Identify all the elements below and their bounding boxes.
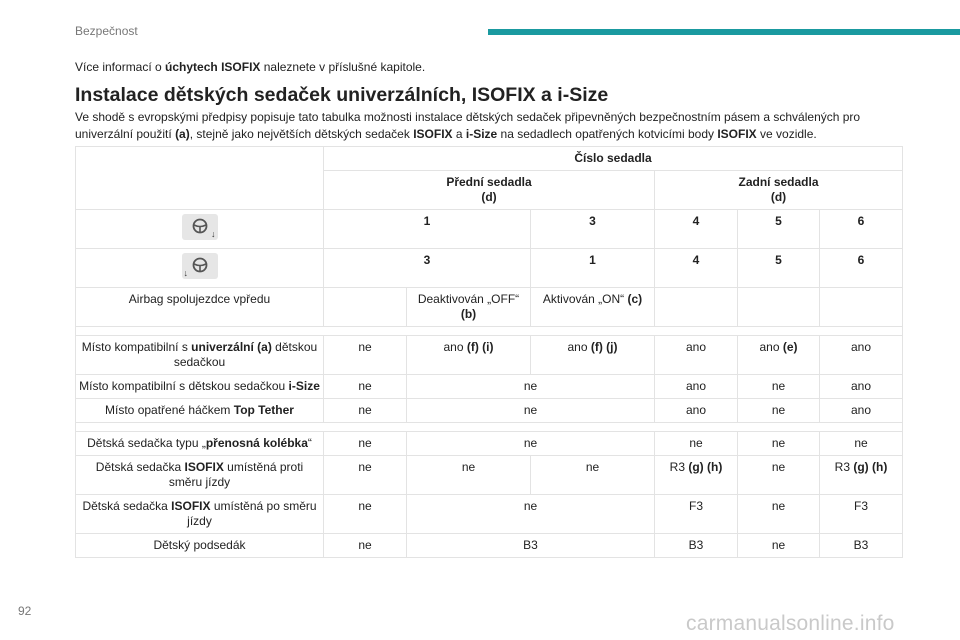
description: Ve shodě s evropskými předpisy popisuje tato tabulka možnosti instalace dětských sedaček připevněných bezpečnostním pásem a schválených pro univerzální použití (a), stejně jako největších dětských sedaček ISOFIX a i-Size na sedadlech opatřených kotvicími body ISOFIX ve vozidle.: [75, 110, 861, 141]
table-row-isize: [76, 375, 903, 399]
spacer-cell: [76, 423, 903, 432]
value-cell: ne: [324, 432, 407, 456]
child-seat-table: [75, 146, 903, 558]
table-row-booster: [76, 534, 903, 558]
seat-number-cell: 1: [531, 249, 655, 288]
value-cell: ne: [738, 456, 820, 495]
seat-number-cell: 5: [738, 249, 820, 288]
isize-label: Místo kompatibilní s dětskou sedačkou i-Size: [76, 375, 324, 399]
seat-number-cell: 3: [531, 210, 655, 249]
value-cell: R3 (g) (h): [820, 456, 903, 495]
airbag-on-cell: Aktivován „ON“ (c): [531, 288, 655, 327]
value-cell: F3: [820, 495, 903, 534]
spacer-row: [76, 327, 903, 336]
table-row-toptether: [76, 399, 903, 423]
value-cell: ano (f) (j): [531, 336, 655, 375]
value-cell: ano: [820, 399, 903, 423]
value-cell: ne: [820, 432, 903, 456]
seat-number-cell: 4: [655, 210, 738, 249]
value-cell: ne: [324, 399, 407, 423]
value-cell: ne: [738, 534, 820, 558]
seat-number-cell: 1: [324, 210, 531, 249]
value-cell: ne: [407, 399, 655, 423]
universal-label: Místo kompatibilní s univerzální (a) dětskou sedačkou: [76, 336, 324, 375]
steering-wheel-icon: ↓: [182, 214, 218, 240]
value-cell: ne: [407, 375, 655, 399]
seat-number-cell: 3: [324, 249, 531, 288]
value-cell: B3: [655, 534, 738, 558]
header-accent-bar: [488, 29, 960, 35]
table-row: [76, 210, 903, 249]
value-cell: ano: [655, 399, 738, 423]
page-number: 92: [18, 604, 32, 618]
empty-cell: [324, 288, 407, 327]
booster-label: Dětský podsedák: [76, 534, 324, 558]
value-cell: ne: [738, 432, 820, 456]
value-cell: B3: [820, 534, 903, 558]
value-cell: F3: [655, 495, 738, 534]
value-cell: ne: [324, 495, 407, 534]
seat-number-cell: 6: [820, 210, 903, 249]
rear-seats-header: Zadní sedadla (d): [655, 171, 903, 210]
table-row: [76, 249, 903, 288]
value-cell: ne: [738, 375, 820, 399]
front-seats-header: Přední sedadla (d): [324, 171, 655, 210]
value-cell: ne: [324, 456, 407, 495]
empty-header-cell: [76, 147, 324, 210]
seat-number-cell: 4: [655, 249, 738, 288]
rearfacing-label: Dětská sedačka ISOFIX umístěná proti směru jízdy: [76, 456, 324, 495]
table-row-carrycot: [76, 432, 903, 456]
empty-cell: [655, 288, 738, 327]
value-cell: ne: [407, 432, 655, 456]
value-cell: B3: [407, 534, 655, 558]
value-cell: ano (e): [738, 336, 820, 375]
airbag-off-cell: Deaktivován „OFF“ (b): [407, 288, 531, 327]
value-cell: ne: [324, 336, 407, 375]
table-row-universal: [76, 336, 903, 375]
toptether-label: Místo opatřené háčkem Top Tether: [76, 399, 324, 423]
seat-position-cell: [76, 210, 324, 249]
forwardfacing-label: Dětská sedačka ISOFIX umístěná po směru jízdy: [76, 495, 324, 534]
value-cell: ne: [655, 432, 738, 456]
value-cell: ne: [738, 495, 820, 534]
value-cell: ne: [324, 534, 407, 558]
seat-number-cell: 5: [738, 210, 820, 249]
seat-number-cell: 6: [820, 249, 903, 288]
spacer-cell: [76, 327, 903, 336]
value-cell: ne: [407, 456, 531, 495]
value-cell: ano: [655, 336, 738, 375]
table-row-forwardfacing: [76, 495, 903, 534]
value-cell: ano: [820, 336, 903, 375]
value-cell: ano: [820, 375, 903, 399]
seat-position-cell: [76, 249, 324, 288]
watermark: carmanualsonline.info: [686, 612, 895, 635]
empty-cell: [738, 288, 820, 327]
section-title: Bezpečnost: [75, 24, 138, 38]
empty-cell: [820, 288, 903, 327]
value-cell: ne: [407, 495, 655, 534]
spacer-row: [76, 423, 903, 432]
table-row-rearfacing: [76, 456, 903, 495]
seat-number-header: Číslo sedadla: [324, 147, 903, 171]
airbag-label: Airbag spolujezdce vpředu: [76, 288, 324, 327]
intro-text: Více informací o úchytech ISOFIX naleznete v příslušné kapitole.: [75, 60, 426, 74]
page-title: Instalace dětských sedaček univerzálních, ISOFIX a i-Size: [75, 84, 609, 106]
table-header-row: [76, 147, 903, 171]
steering-wheel-icon: ↓: [182, 253, 218, 279]
value-cell: ano (f) (i): [407, 336, 531, 375]
isofix-link-text: úchytech ISOFIX: [165, 60, 261, 74]
value-cell: R3 (g) (h): [655, 456, 738, 495]
value-cell: ne: [324, 375, 407, 399]
value-cell: ne: [738, 399, 820, 423]
table-row-airbag: [76, 288, 903, 327]
value-cell: ano: [655, 375, 738, 399]
carrycot-label: Dětská sedačka typu „přenosná kolébka“: [76, 432, 324, 456]
value-cell: ne: [531, 456, 655, 495]
